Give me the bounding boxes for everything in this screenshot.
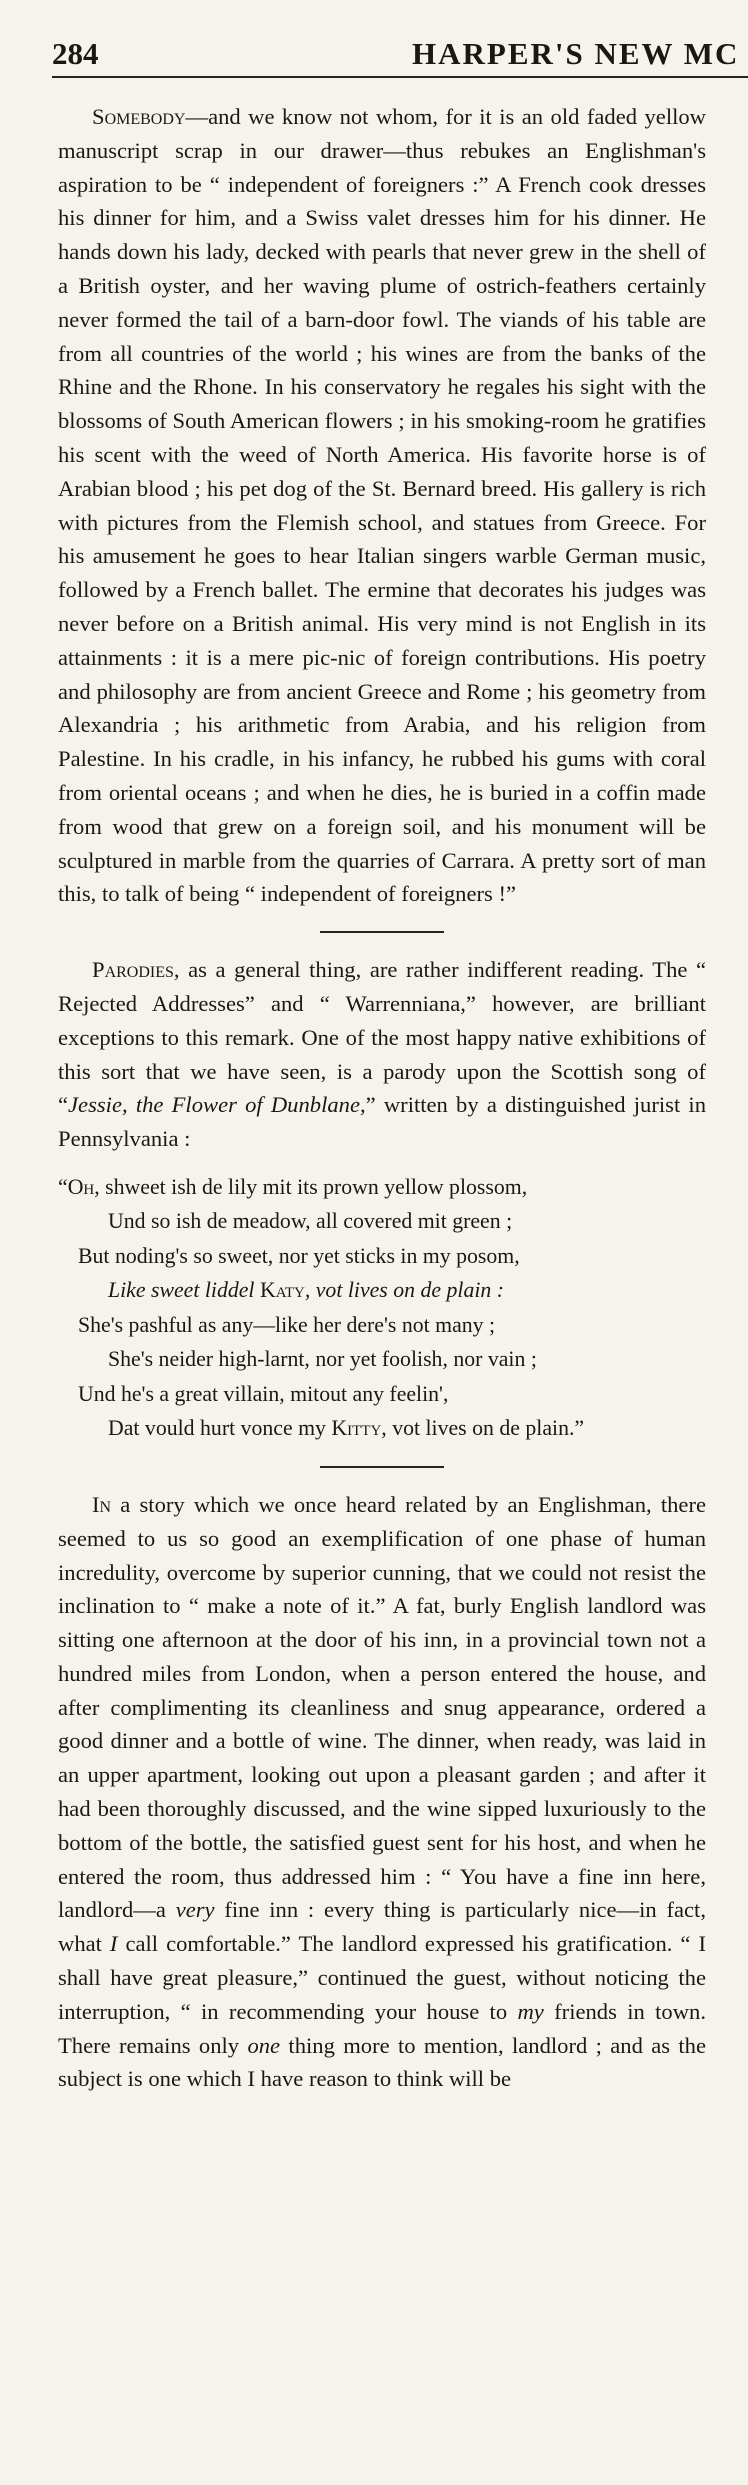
page-number: 284 [52,36,99,71]
page-header [52,36,748,78]
poem-line: She's neider high-larnt, nor yet foolish, nor vain ; [108,1347,537,1372]
poem-line: Und so ish de meadow, all covered mit green ; [108,1209,513,1234]
paragraph-parodies [58,953,706,1156]
running-head: HARPER'S NEW MC [412,36,740,71]
section-divider [320,931,444,933]
poem-line [58,1273,706,1308]
paragraph-text: , as a general thing, are rather indifferent reading. The “ Rejected Addresses” and “ Warrenniana,” however, are brilliant exceptions to this remark. One of the most happy native exhibitions of this sort that we have seen, is a parody upon the Scottish song of “ [58,957,706,1118]
poem-text: , vot lives on de plain : [304,1278,505,1303]
poem-text: Dat vould hurt vonce my [108,1416,332,1441]
paragraph-foreigners [58,100,706,911]
poem-line [58,1170,706,1205]
paragraph-text: thing more to mention, landlord ; and as the subject is one which I have reason to think will be [58,2032,706,2092]
paragraph-landlord [58,1488,706,2096]
emphasis: very [175,1897,215,1923]
paragraph-text: friends in town. There remains only [58,1998,706,2058]
poem-line: She's pashful as any—like her dere's not many ; [78,1312,496,1337]
emphasis: one [247,2032,281,2058]
emphasis: my [517,1998,544,2024]
lead-word: In [92,1491,112,1517]
paragraph-text: —and we know not whom, for it is an old faded yellow manuscript scrap in our drawer—thus rebukes an Englishman's aspiration to be “ independent of foreigners :” A French cook dresses his dinner for him, and a Swiss valet dresses him for his dinner. He hands down his lady, decked with pearls that never grew in the shell of a British oyster, and her waving plume of ostrich-feathers certainly never formed the tail of a barn-door fowl. The viands of his table are from all countries of the world ; his wines are from the banks of the Rhine and the Rhone. In his conservatory he regales his sight with the blossoms of South American flowers ; in his smoking-room he gratifies his scent with the weed of North America. His favorite horse is of Arabian blood ; his pet dog of the St. Bernard breed. His gallery is rich with pictures from the Flemish school, and statues from Greece. For his amusement he goes to hear Italian singers warble German music, followed by a French ballet. The ermine that decorates his judges was never before on a British animal. His very mind is not English in its attainments : it is a mere pic-nic of foreign contributions. His poetry and philosophy are from ancient Greece and Rome ; his geometry from Alexandria ; his arithmetic from Arabia, and his religion from Palestine. In his cradle, in his infancy, he rubbed his gums with coral from oriental oceans ; and when he dies, he is buried in a coffin made from wood that grew on a foreign soil, and his monument will be sculptured in marble from the quarries of Carrara. A pretty sort of man this, to talk of being “ independent of foreigners !” [58,104,706,907]
paragraph-text: ” written by a distinguished jurist in Pennsylvania : [58,1092,706,1152]
poem-smallcaps: Oh [67,1174,95,1199]
poem-line: Und he's a great villain, mitout any feelin', [78,1381,449,1406]
poem-quote: “ [58,1174,68,1199]
poem-text: , shweet ish de lily mit its prown yellow plossom, [94,1174,528,1199]
lead-word: Somebody [92,104,186,129]
section-divider [320,1466,444,1468]
paragraph-text: call comfortable.” The landlord expressed his gratification. “ I shall have great pleasure,” continued the guest, without noticing the interruption, “ in recommending your house to [58,1931,706,2024]
emphasis: I [109,1931,118,1957]
lead-word: Parodies [92,957,174,983]
poem-smallcaps: Katy [259,1278,305,1303]
poem-text: , vot lives on de plain.” [381,1416,585,1441]
poem-line [58,1411,706,1446]
poem-block [58,1170,706,1446]
text-column [58,100,706,2096]
poem-line: But noding's so sweet, nor yet sticks in my posom, [78,1243,520,1268]
paragraph-text: fine inn : every thing is particularly nice—in fact, what [58,1897,706,1957]
poem-text: Like sweet liddel [108,1278,260,1303]
song-title: Jessie, the Flower of Dunblane, [68,1092,366,1118]
poem-smallcaps: Kitty [331,1416,382,1441]
paragraph-text: a story which we once heard related by an Englishman, there seemed to us so good an exemplification of one phase of human incredulity, overcome by superior cunning, that we could not resist the inclination to “ make a note of it.” A fat, burly English landlord was sitting one afternoon at the door of his inn, in a provincial town not a hundred miles from London, when a person entered the house, and after complimenting its cleanliness and snug appearance, ordered a good dinner and a bottle of wine. The dinner, when ready, was laid in an upper apartment, looking out upon a pleasant garden ; and after it had been thoroughly discussed, and the wine sipped luxuriously to the bottom of the bottle, the satisfied guest sent for his host, and when he entered the room, thus addressed him : “ You have a fine inn here, landlord—a [58,1491,706,1923]
